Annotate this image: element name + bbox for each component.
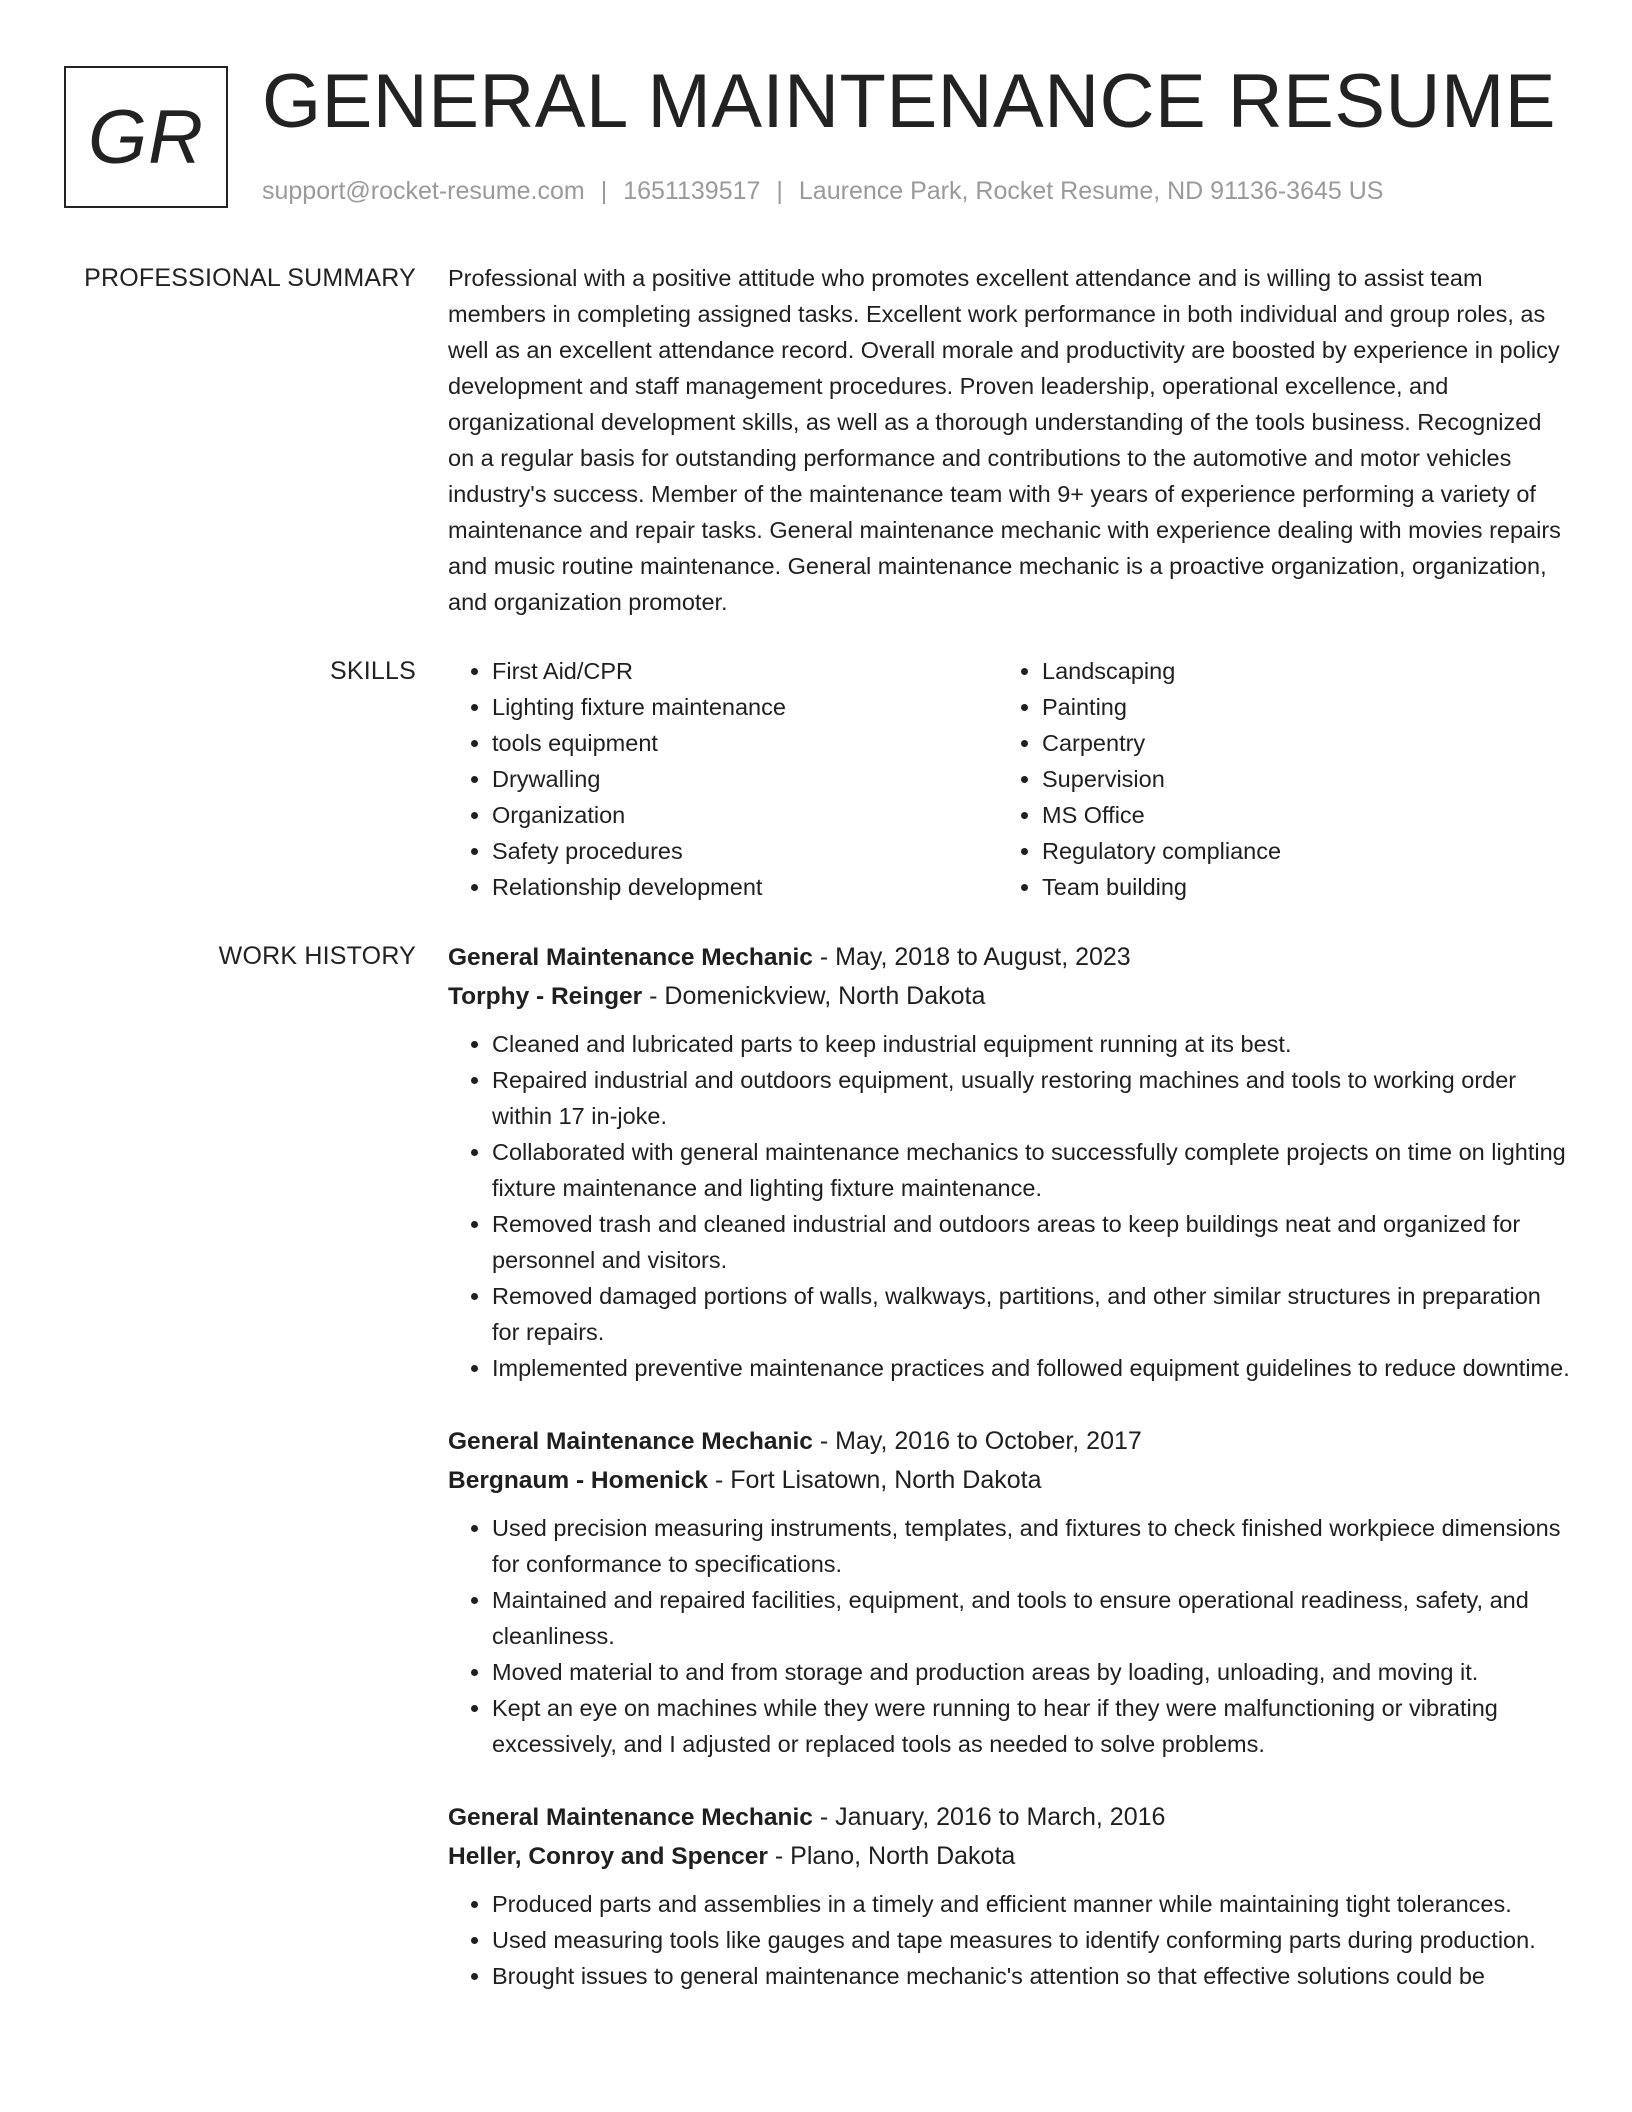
contact-address: Laurence Park, Rocket Resume, ND 91136-3645 US <box>798 177 1384 205</box>
job-bullet: • Kept an eye on machines while they were running to hear if they were malfunctioning or vibrating excessively, and I adjusted or replaced tools as needed to solve problems. <box>492 1690 1572 1762</box>
skill-item: • Safety procedures <box>492 833 998 869</box>
monogram-text: GR <box>88 94 204 180</box>
job-dates: - January, 2016 to March, 2016 <box>812 1803 1166 1831</box>
job-bullet: • Moved material to and from storage and production areas by loading, unloading, and moving it. <box>492 1654 1572 1690</box>
job-bullets <box>448 1510 1572 1762</box>
skill-item: • Painting <box>1042 689 1548 725</box>
job-entry <box>448 1422 1572 1762</box>
skill-item: • MS Office <box>1042 797 1548 833</box>
skill-item: • First Aid/CPR <box>492 653 998 689</box>
summary-body <box>448 260 1572 620</box>
job-entry <box>448 1798 1572 1994</box>
job-bullet: • Cleaned and lubricated parts to keep industrial equipment running at its best. <box>492 1026 1572 1062</box>
section-heading-work-history: WORK HISTORY <box>218 942 416 970</box>
skill-item: • Relationship development <box>492 869 998 905</box>
job-employer-line <box>448 1837 1572 1876</box>
skill-item: • Landscaping <box>1042 653 1548 689</box>
skills-list-left <box>448 653 998 905</box>
job-bullet: • Repaired industrial and outdoors equipment, usually restoring machines and tools to working order within 17 in-joke. <box>492 1062 1572 1134</box>
job-bullets <box>448 1026 1572 1386</box>
skill-item: • Lighting fixture maintenance <box>492 689 998 725</box>
work-history-body <box>448 938 1572 2030</box>
job-bullet: • Used measuring tools like gauges and tape measures to identify conforming parts during production. <box>492 1922 1572 1958</box>
contact-separator: | <box>776 177 783 205</box>
job-title: General Maintenance Mechanic <box>448 1428 813 1455</box>
contact-email: support@rocket-resume.com <box>262 177 585 205</box>
job-bullets <box>448 1886 1572 1994</box>
job-bullet: • Implemented preventive maintenance practices and followed equipment guidelines to reduce downtime. <box>492 1350 1572 1386</box>
job-location: - Domenickview, North Dakota <box>642 982 986 1010</box>
job-employer: Bergnaum - Homenick <box>448 1467 709 1494</box>
skill-item: • tools equipment <box>492 725 998 761</box>
job-dates: - May, 2016 to October, 2017 <box>812 1427 1142 1455</box>
skill-item: • Regulatory compliance <box>1042 833 1548 869</box>
job-dates: - May, 2018 to August, 2023 <box>812 943 1131 971</box>
summary-text: Professional with a positive attitude who promotes excellent attendance and is willing to assist team members in completing assigned tasks. Excellent work performance in both individual and group roles, as well as an excellent attendance record. Overall morale and productivity are boosted by experience in policy development and staff management procedures. Proven leadership, operational excellence, and organizational development skills, as well as a thorough understanding of the tools business. Recognized on a regular basis for outstanding performance and contributions to the automotive and motor vehicles industry's success. Member of the maintenance team with 9+ years of experience performing a variety of maintenance and repair tasks. General maintenance mechanic with experience dealing with movies repairs and music routine maintenance. General maintenance mechanic is a proactive organization, organization, and organization promoter. <box>448 265 1561 615</box>
page-title: GENERAL MAINTENANCE RESUME <box>262 59 1556 144</box>
job-header <box>448 1798 1572 1837</box>
job-employer: Heller, Conroy and Spencer <box>448 1843 768 1870</box>
job-bullet: • Removed damaged portions of walls, walkways, partitions, and other similar structures in preparation for repairs. <box>492 1278 1572 1350</box>
skill-item: • Team building <box>1042 869 1548 905</box>
skills-list-right <box>998 653 1548 905</box>
job-title: General Maintenance Mechanic <box>448 1804 813 1831</box>
skills-body <box>448 653 1572 905</box>
job-header <box>448 1422 1572 1461</box>
job-employer-line <box>448 977 1572 1016</box>
monogram-badge <box>64 66 228 208</box>
contact-phone: 1651139517 <box>623 177 761 205</box>
section-heading-skills: SKILLS <box>330 657 416 685</box>
skills-columns <box>448 653 1572 905</box>
job-location: - Plano, North Dakota <box>767 1842 1016 1870</box>
job-title: General Maintenance Mechanic <box>448 944 813 971</box>
job-bullet: • Used precision measuring instruments, templates, and fixtures to check finished workpiece dimensions for conformance to specifications. <box>492 1510 1572 1582</box>
job-employer: Torphy - Reinger <box>448 983 643 1010</box>
contact-line <box>262 174 1383 208</box>
job-header <box>448 938 1572 977</box>
job-employer-line <box>448 1461 1572 1500</box>
job-bullet: • Maintained and repaired facilities, equipment, and tools to ensure operational readiness, safety, and cleanliness. <box>492 1582 1572 1654</box>
job-bullet: • Collaborated with general maintenance mechanics to successfully complete projects on time on lighting fixture maintenance and lighting fixture maintenance. <box>492 1134 1572 1206</box>
job-entry <box>448 938 1572 1386</box>
job-bullet: • Brought issues to general maintenance mechanic's attention so that effective solutions could be <box>492 1958 1572 1994</box>
job-location: - Fort Lisatown, North Dakota <box>708 1466 1042 1494</box>
skill-item: • Drywalling <box>492 761 998 797</box>
job-bullet: • Produced parts and assemblies in a timely and efficient manner while maintaining tight tolerances. <box>492 1886 1572 1922</box>
section-heading-summary: PROFESSIONAL SUMMARY <box>84 264 416 292</box>
skill-item: • Supervision <box>1042 761 1548 797</box>
skill-item: • Organization <box>492 797 998 833</box>
contact-separator: | <box>600 177 608 205</box>
job-bullet: • Removed trash and cleaned industrial and outdoors areas to keep buildings neat and organized for personnel and visitors. <box>492 1206 1572 1278</box>
skill-item: • Carpentry <box>1042 725 1548 761</box>
